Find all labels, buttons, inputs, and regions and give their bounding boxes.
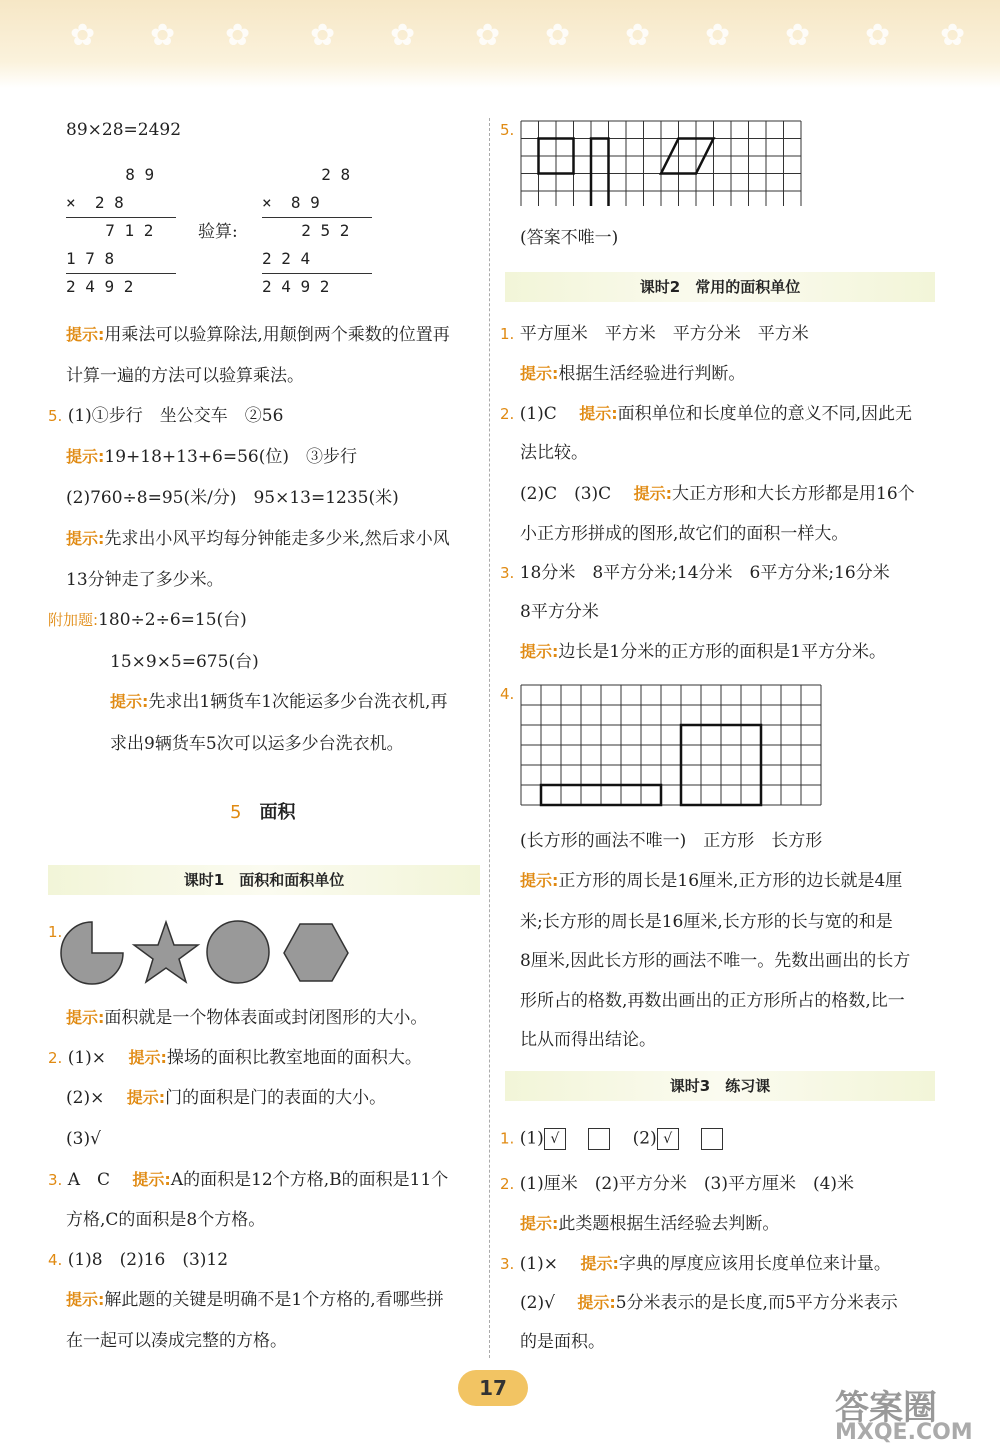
hint-line: 计算一遍的方法可以验算乘法。 bbox=[66, 366, 304, 386]
note: (长方形的画法不唯一) 正方形 长方形 bbox=[520, 831, 823, 851]
grid-figure-1 bbox=[520, 120, 802, 206]
hint-line: 形所占的格数,再数出画出的正方形所占的格数,比一 bbox=[520, 991, 905, 1011]
question-3: 3. A C 提示:A的面积是12个方格,B的面积是11个 bbox=[48, 1170, 449, 1190]
answer-line: (2)760÷8=95(米/分) 95×13=1235(米) bbox=[66, 488, 399, 508]
hexagon-shape bbox=[284, 924, 348, 981]
flower-icon: ✿ bbox=[940, 18, 966, 53]
flower-icon: ✿ bbox=[390, 18, 416, 53]
flower-icon: ✿ bbox=[625, 18, 651, 53]
flower-icon: ✿ bbox=[310, 18, 336, 53]
lesson-heading-2: 课时2 常用的面积单位 bbox=[505, 272, 935, 302]
question-1-right: 1. 平方厘米 平方米 平方分米 平方米 bbox=[500, 324, 809, 344]
star-shape bbox=[134, 922, 198, 982]
empty-box bbox=[701, 1128, 723, 1150]
rectangle-outline bbox=[591, 139, 609, 207]
flower-icon: ✿ bbox=[865, 18, 891, 53]
hint-line: 求出9辆货车5次可以运多少台洗衣机。 bbox=[110, 734, 404, 754]
question-4: 4. (1)8 (2)16 (3)12 bbox=[48, 1250, 229, 1270]
hint-line: 提示:19+18+13+6=56(位) ③步行 bbox=[66, 447, 357, 467]
hint-line: 方格,C的面积是8个方格。 bbox=[66, 1210, 266, 1230]
flower-icon: ✿ bbox=[150, 18, 176, 53]
practice-2: 2. (1)厘米 (2)平方分米 (3)平方厘米 (4)米 bbox=[500, 1174, 855, 1194]
hint-line: 小正方形拼成的图形,故它们的面积一样大。 bbox=[520, 524, 849, 544]
answer-line: (2)C (3)C 提示:大正方形和大长方形都是用16个 bbox=[520, 484, 915, 504]
extra-question: 附加题:180÷2÷6=15(台) bbox=[48, 610, 247, 630]
answer-line: (2)× 提示:门的面积是门的表面的大小。 bbox=[66, 1088, 387, 1108]
verify-label: 验算: bbox=[198, 222, 238, 242]
checked-box: √ bbox=[544, 1128, 566, 1150]
question-2-right: 2. (1)C 提示:面积单位和长度单位的意义不同,因此无 bbox=[500, 404, 913, 424]
hint-line: 比从而得出结论。 bbox=[520, 1030, 656, 1050]
practice-3: 3. (1)× 提示:字典的厚度应该用长度单位来计量。 bbox=[500, 1254, 891, 1274]
hint-line: 提示:面积就是一个物体表面或封闭图形的大小。 bbox=[66, 1008, 428, 1028]
question-1: 1. bbox=[48, 923, 63, 941]
equation: 89×28=2492 bbox=[66, 120, 182, 140]
hint-line: 的是面积。 bbox=[520, 1332, 605, 1352]
flower-icon: ✿ bbox=[70, 18, 96, 53]
header-band bbox=[0, 0, 1000, 88]
hint-line: 13分钟走了多少米。 bbox=[66, 570, 224, 590]
empty-box bbox=[588, 1128, 610, 1150]
lesson-heading-3: 课时3 练习课 bbox=[505, 1071, 935, 1101]
hint-line: 提示:根据生活经验进行判断。 bbox=[520, 364, 746, 384]
grid-figure-2 bbox=[520, 684, 822, 810]
hint-line: 提示:解此题的关键是明确不是1个方格的,看哪些拼 bbox=[66, 1290, 444, 1310]
lesson-heading-1: 课时1 面积和面积单位 bbox=[48, 865, 480, 895]
hint-line: 提示:先求出1辆货车1次能运多少台洗衣机,再 bbox=[110, 692, 448, 712]
answer-line: 8平方分米 bbox=[520, 602, 599, 622]
answer-line: (3)√ bbox=[66, 1129, 101, 1149]
hint-line: 提示:正方形的周长是16厘米,正方形的边长就是4厘 bbox=[520, 871, 903, 891]
hint-line: 法比较。 bbox=[520, 443, 588, 463]
hint-label: 提示: bbox=[66, 325, 105, 344]
flower-icon: ✿ bbox=[705, 18, 731, 53]
verification-calc: 2 8 × 8 9 2 5 2 2 2 4 2 4 9 2 bbox=[262, 165, 382, 305]
question-4-right: 4. bbox=[500, 685, 515, 703]
circle-shape bbox=[207, 921, 269, 983]
pacman-shape bbox=[61, 922, 123, 984]
hint-line: 提示:先求出小风平均每分钟能走多少米,然后求小风 bbox=[66, 529, 450, 549]
question-5-right: 5. bbox=[500, 121, 515, 139]
multiplication-calc: 8 9 × 2 8 7 1 2 1 7 8 2 4 9 2 bbox=[66, 165, 186, 305]
flower-icon: ✿ bbox=[475, 18, 501, 53]
chapter-title: 5 面积 bbox=[230, 802, 296, 823]
watermark-url: MXQE.COM bbox=[835, 1420, 973, 1445]
page-number: 17 bbox=[458, 1370, 528, 1406]
answer-line: (2)√ 提示:5分米表示的是长度,而5平方分米表示 bbox=[520, 1293, 898, 1313]
hint-line: 在一起可以凑成完整的方格。 bbox=[66, 1331, 287, 1351]
hint-line: 米;长方形的周长是16厘米,长方形的长与宽的和是 bbox=[520, 912, 893, 932]
hint-line: 8厘米,因此长方形的画法不唯一。先数出画出的长方 bbox=[520, 951, 911, 971]
checked-box: √ bbox=[657, 1128, 679, 1150]
question-3-right: 3. 18分米 8平方分米;14分米 6平方分米;16分米 bbox=[500, 563, 890, 583]
answer-line: 15×9×5=675(台) bbox=[110, 652, 259, 672]
practice-1: 1. (1) √ (2) √ bbox=[500, 1128, 723, 1150]
flower-icon: ✿ bbox=[785, 18, 811, 53]
hint-line: 提示:此类题根据生活经验去判断。 bbox=[520, 1214, 780, 1234]
note: (答案不唯一) bbox=[520, 228, 619, 248]
question-2: 2. (1)× 提示:操场的面积比教室地面的面积大。 bbox=[48, 1048, 422, 1068]
watermark-logo: 答案圈 bbox=[835, 1388, 937, 1428]
flower-icon: ✿ bbox=[545, 18, 571, 53]
hint-line: 提示:用乘法可以验算除法,用颠倒两个乘数的位置再 bbox=[66, 325, 450, 345]
question-5: 5. (1)①步行 坐公交车 ②56 bbox=[48, 406, 284, 426]
hint-line: 提示:边长是1分米的正方形的面积是1平方分米。 bbox=[520, 642, 887, 662]
column-divider bbox=[489, 118, 490, 1358]
shapes-figure bbox=[60, 918, 360, 988]
flower-icon: ✿ bbox=[225, 18, 251, 53]
